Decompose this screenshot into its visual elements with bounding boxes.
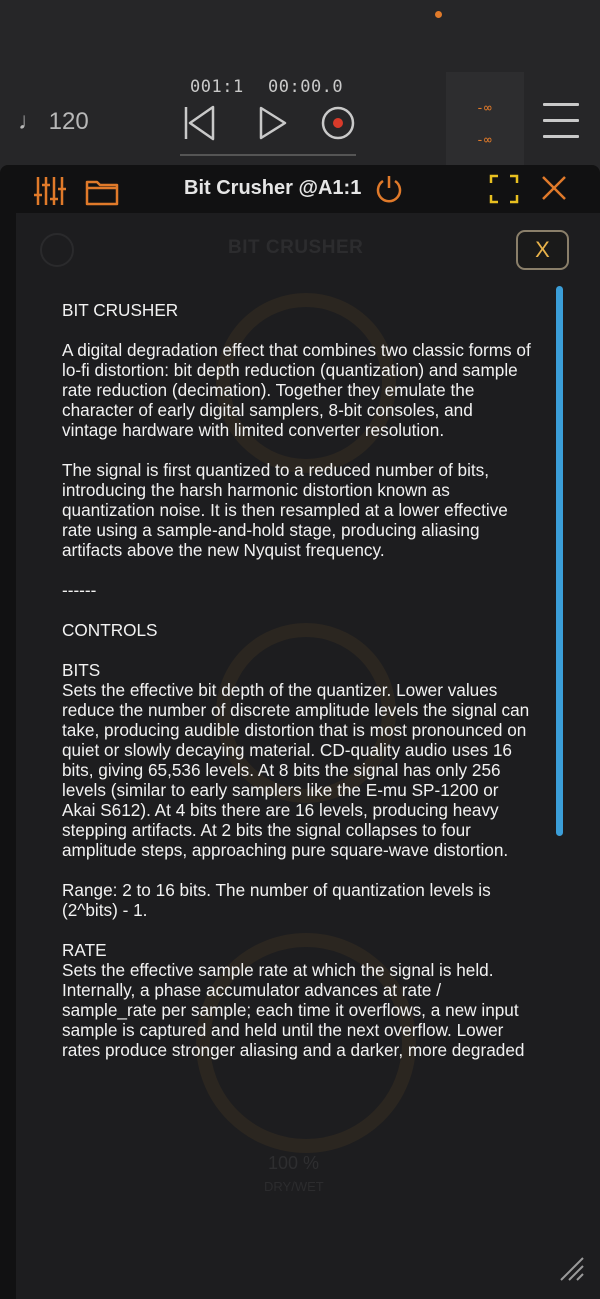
menu-button[interactable] xyxy=(543,103,579,139)
song-time: 00:00.0 xyxy=(268,77,344,97)
preset-folder-button[interactable] xyxy=(84,173,120,209)
menu-icon xyxy=(543,103,579,106)
help-scrollbar[interactable] xyxy=(556,286,563,836)
help-heading: BIT CRUSHER xyxy=(62,300,179,320)
transport-bar xyxy=(0,0,600,165)
help-intro-1: A digital degradation effect that combines two classic forms of lo-fi distortion: bit depth reduction (quantization) and sample rate reduction (decimation). Together they emulate the character of early digital samplers, 8-bit consoles, and vintage hardware with limited converter resolution. xyxy=(62,340,531,440)
fullscreen-button[interactable] xyxy=(489,174,519,204)
status-dot xyxy=(435,11,442,18)
power-icon xyxy=(374,174,404,204)
meter-right-value: -∞ xyxy=(476,133,492,148)
plugin-logo-icon xyxy=(40,233,74,267)
help-bits-heading: BITS xyxy=(62,660,101,680)
close-help-button[interactable]: X xyxy=(516,230,569,270)
skip-back-icon xyxy=(182,105,216,141)
play-icon xyxy=(258,106,288,140)
bypass-button[interactable] xyxy=(374,174,404,204)
plugin-panel xyxy=(0,165,600,1299)
resize-grip-icon xyxy=(555,1252,585,1282)
help-rate-heading: RATE xyxy=(62,940,107,960)
plugin-body xyxy=(16,213,600,1299)
resize-grip[interactable] xyxy=(555,1252,585,1282)
mix-value: 100 % xyxy=(268,1153,320,1173)
record-button[interactable] xyxy=(315,100,361,146)
help-rate-text: Sets the effective sample rate at which the signal is held. Internally, a phase accumulator advances at rate / sample_rate per sample; each time it overflows, a new input sample is captured and held until the next overflow. Lower rates produce stronger aliasing and a darker, more degraded xyxy=(62,960,525,1060)
plugin-title: Bit Crusher @A1:1 xyxy=(184,177,362,199)
help-bits-text: Sets the effective bit depth of the quantizer. Lower values reduce the number of discrete amplitude levels the signal can take, producing audible distortion that is most pronounced on quiet or slowly decaying material. CD-quality audio uses 16 bits, giving 65,536 levels. At 8 bits the signal has only 256 levels (similar to early samplers like the E-mu SP-1200 or Akai S612). At 4 bits there are 16 levels, producing heavy stepping artifacts. At 2 bits the signal collapses to four amplitude steps, approaching pure square-wave distortion. xyxy=(62,680,530,860)
help-controls-heading: CONTROLS xyxy=(62,620,158,640)
skip-back-button[interactable] xyxy=(176,100,222,146)
help-text[interactable] xyxy=(62,300,532,1150)
close-icon xyxy=(540,174,568,202)
help-divider: ------ xyxy=(62,580,97,600)
transport-divider xyxy=(180,154,356,156)
folder-icon xyxy=(84,173,120,209)
plugin-ghost-title: BIT CRUSHER xyxy=(228,237,364,258)
mix-label: DRY/WET xyxy=(264,1179,324,1194)
help-bits-range: Range: 2 to 16 bits. The number of quantization levels is (2^bits) - 1. xyxy=(62,880,491,920)
tempo-display[interactable]: ♩ 120 xyxy=(18,108,89,135)
mixer-button[interactable] xyxy=(32,173,68,209)
help-intro-2: The signal is first quantized to a reduced number of bits, introducing the harsh harmonic distortion known as quantization noise. It is then resampled at a lower effective rate using a sample-and-hold stage, producing aliasing artifacts above the new Nyquist frequency. xyxy=(62,460,508,560)
meter-left-value: -∞ xyxy=(476,101,492,116)
play-button[interactable] xyxy=(250,100,296,146)
expand-icon xyxy=(489,174,519,204)
plugin-header xyxy=(0,165,600,213)
close-plugin-button[interactable] xyxy=(540,174,568,202)
mixer-icon xyxy=(32,173,68,209)
output-meter[interactable] xyxy=(446,72,524,165)
song-position: 001:1 xyxy=(190,77,244,97)
record-icon xyxy=(320,105,356,141)
